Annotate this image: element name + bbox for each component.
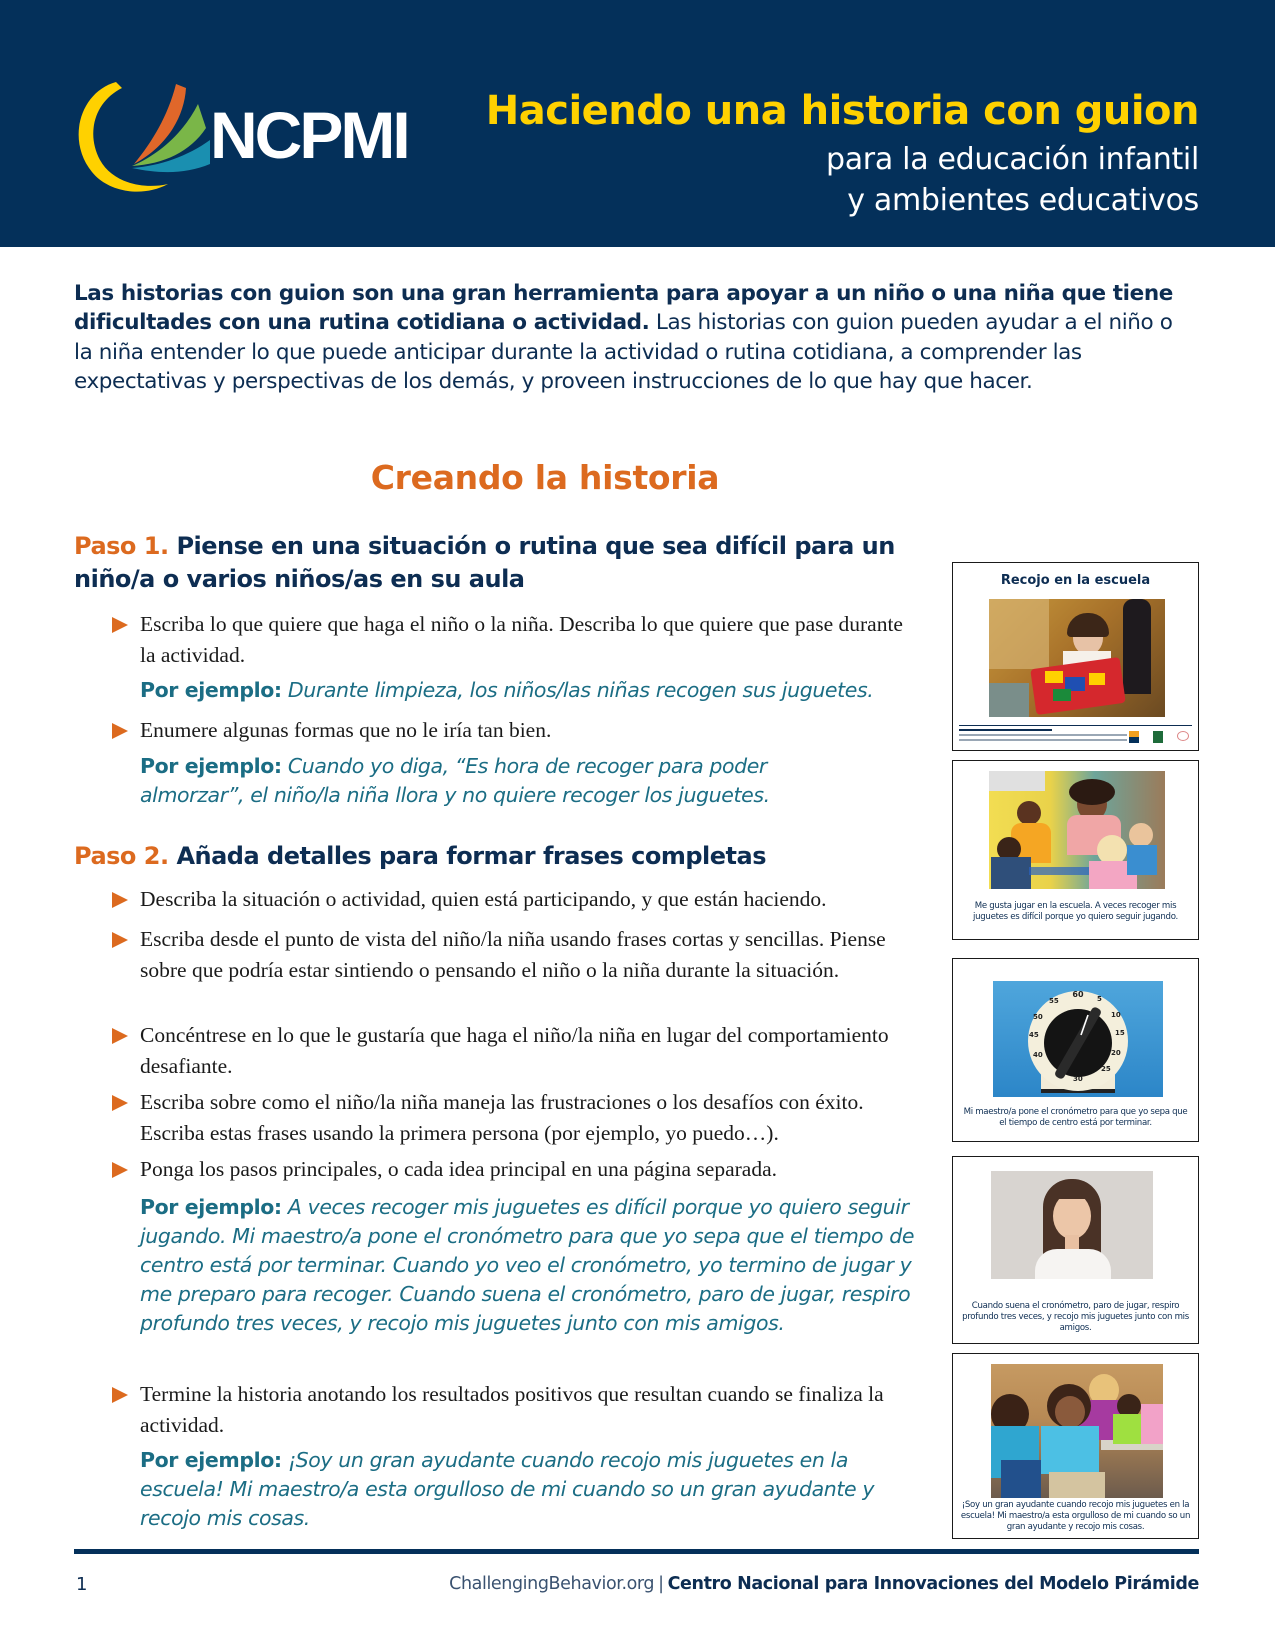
page-number: 1 [76, 1574, 88, 1595]
triangle-bullet-icon [112, 932, 128, 948]
logo-wordmark: NCPMI [210, 98, 408, 172]
svg-text:40: 40 [1033, 1051, 1043, 1059]
photo-teacher-with-children-playing [989, 771, 1165, 889]
step-2-title: Añada detalles para formar frases completas [168, 842, 766, 870]
story-card-5 [952, 1353, 1199, 1539]
step-2-bullet-5: Ponga los pasos principales, o cada idea principal en una página separada. [112, 1154, 912, 1185]
photo-smiling-boy-at-classroom-table [991, 1364, 1163, 1498]
story-card-title: Recojo en la escuela [1000, 573, 1151, 588]
step-2-bullet-2: Escriba desde el punto de vista del niño/la niña usando frases cortas y sencillas. Piense sobre que podría estar sintiendo o pensando el niño o la niña durante la situación. [112, 924, 912, 985]
mini-partner-seal-icon [1177, 731, 1189, 741]
section-title: Creando la historia [370, 458, 720, 497]
photo-girl-carrying-toy-basket [989, 599, 1165, 717]
intro-paragraph: Las historias con guion son una gran herramienta para apoyar a un niño o una niña que tiene dificultades con una rutina cotidiana o actividad. Las historias con guion pueden ayudar a el niño o la niña entender lo que puede anticipar durante la actividad o rutina cotidiana, a comprender las expectativas y perspectivas de los demás, y proveen instrucciones de lo que hay que hacer. [74, 281, 1173, 395]
footer-credit: ChallengingBehavior.org | Centro Nacional para Innovaciones del Modelo Pirámide [449, 1574, 1199, 1594]
svg-text:60: 60 [1072, 990, 1084, 999]
svg-text:10: 10 [1111, 1011, 1121, 1019]
timer-dial-icon [993, 981, 1163, 1097]
step-1-example-2: Por ejemplo: Cuando yo diga, “Es hora de recoger para poder almorzar”, el niño/la niña llora y no quiere recoger los juguetes. [140, 754, 770, 807]
document-title: Haciendo una historia con guion [485, 88, 1199, 134]
step-2-bullet-1: Describa la situación o actividad, quien está participando, y que están haciendo. [112, 884, 912, 915]
header-banner [0, 0, 1275, 247]
svg-text:55: 55 [1049, 997, 1059, 1005]
story-card-caption: Mi maestro/a pone el cronómetro para que yo sepa que el tiempo de centro está por terminar. [963, 1107, 1188, 1128]
story-card-2 [952, 760, 1199, 940]
step-2-example-2: Por ejemplo: ¡Soy un gran ayudante cuando recojo mis juguetes en la escuela! Mi maestro/a esta orgulloso de mi cuando so un gran ayudante y recojo mis cosas. [140, 1448, 875, 1530]
story-card-4 [952, 1156, 1199, 1344]
triangle-bullet-icon [112, 1162, 128, 1178]
photo-kitchen-timer [993, 981, 1163, 1097]
svg-text:25: 25 [1101, 1065, 1111, 1073]
svg-text:5: 5 [1097, 995, 1102, 1003]
document-subtitle-line2: y ambientes educativos [847, 183, 1199, 218]
story-card-caption: Cuando suena el cronómetro, paro de jugar, respiro profundo tres veces, y recojo mis juguetes junto con mis amigos. [962, 1301, 1189, 1333]
triangle-bullet-icon [112, 723, 128, 739]
mini-partner-logo-icon [1153, 731, 1163, 743]
footer-divider [74, 1549, 1199, 1554]
story-card-caption: ¡Soy un gran ayudante cuando recojo mis juguetes en la escuela! Mi maestro/a esta orgulloso de mi cuando so un gran ayudante y recojo mis cosas. [960, 1500, 1191, 1532]
step-2-number: Paso 2. [74, 842, 169, 870]
step-2-bullet-6: Termine la historia anotando los resultados positivos que resultan cuando se finaliza la actividad. [112, 1379, 912, 1440]
svg-text:45: 45 [1029, 1031, 1039, 1039]
step-1-number: Paso 1. [74, 532, 169, 560]
story-card-1 [952, 562, 1199, 751]
triangle-bullet-icon [112, 892, 128, 908]
svg-text:50: 50 [1033, 1013, 1043, 1021]
ncpmi-logo [72, 80, 408, 200]
photo-girl-breathing-deeply [991, 1171, 1153, 1279]
step-2-bullet-3: Concéntrese en lo que le gustaría que haga el niño/la niña en lugar del comportamiento desafiante. [112, 1020, 912, 1081]
mini-ncpmi-logo-icon [1129, 731, 1139, 743]
story-card-footer [959, 725, 1192, 741]
footer-organization: Centro Nacional para Innovaciones del Modelo Pirámide [667, 1574, 1199, 1594]
svg-text:20: 20 [1111, 1049, 1121, 1057]
document-subtitle-line1: para la educación infantil [825, 142, 1199, 177]
footer-site-link[interactable]: ChallengingBehavior.org [449, 1574, 655, 1594]
triangle-bullet-icon [112, 1028, 128, 1044]
step-1-bullet-1: Escriba lo que quiere que haga el niño o la niña. Describa lo que quiere que pase durante la actividad. [112, 609, 912, 670]
svg-text:30: 30 [1073, 1075, 1083, 1083]
step-2-bullet-4: Escriba sobre como el niño/la niña maneja las frustraciones o los desafíos con éxito. Escriba estas frases usando la primera persona (por ejemplo, yo puedo…). [112, 1087, 912, 1148]
story-card-caption: Me gusta jugar en la escuela. A veces recoger mis juguetes es difícil porque yo quiero seguir jugando. [973, 901, 1178, 922]
document-title-block [486, 88, 1199, 220]
intro-bold-lead: Las historias con guion son una gran herramienta para apoyar a un niño o una niña que tiene dificultades con una rutina cotidiana o actividad [74, 281, 1173, 336]
step-2-example-1: Por ejemplo: A veces recoger mis juguetes es difícil porque yo quiero seguir jugando. Mi maestro/a pone el cronómetro para que yo sepa que el tiempo de centro está por terminar. Cuando yo veo el cronómetro, yo termino de jugar y me preparo para recoger. Cuando suena el cronómetro, paro de jugar, respiro profundo tres veces, y recojo mis juguetes junto con mis amigos. [140, 1195, 915, 1335]
step-1-heading [74, 530, 914, 596]
triangle-bullet-icon [112, 617, 128, 633]
step-1-bullet-2: Enumere algunas formas que no le iría tan bien. [112, 715, 912, 746]
svg-text:15: 15 [1115, 1029, 1125, 1037]
triangle-bullet-icon [112, 1387, 128, 1403]
swoosh-logo-icon [72, 80, 212, 200]
intro-body: Las historias con guion pueden ayudar a el niño o la niña entender lo que puede anticipar durante la actividad o rutina cotidiana, a comprender las expectativas y perspectivas de los demás, y proveen instrucciones de lo que hay que hacer. [74, 310, 1173, 395]
step-2-heading [74, 840, 914, 873]
step-1-title: Piense en una situación o rutina que sea difícil para un niño/a o varios niños/as en su aula [74, 532, 895, 593]
step-1-example-1: Por ejemplo: Durante limpieza, los niños/las niñas recogen sus juguetes. [140, 678, 874, 702]
triangle-bullet-icon [112, 1095, 128, 1111]
story-card-3 [952, 958, 1199, 1142]
